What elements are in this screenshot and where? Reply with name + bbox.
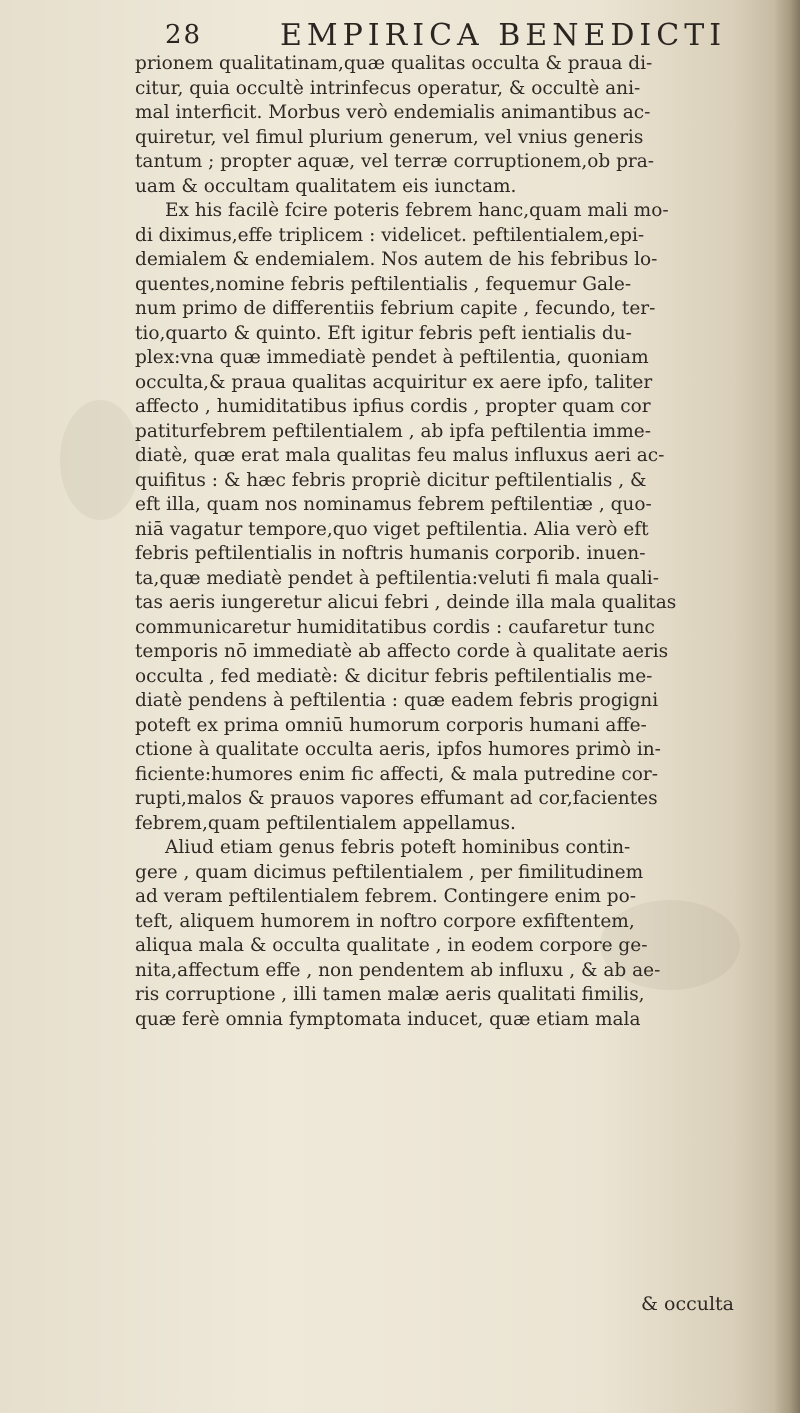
page-number: 28 xyxy=(165,20,203,50)
text-line: communicaretur humiditatibus cordis : caufaretur tunc xyxy=(135,616,655,638)
text-line: rupti,malos & prauos vapores effumant ad cor,facientes xyxy=(135,788,658,809)
text-line: affecto , humiditatibus ipfius cordis , propter quam cor xyxy=(135,396,651,417)
text-line: prionem qualitatinam,quæ qualitas occulta & praua di- xyxy=(135,53,653,74)
paper-stain xyxy=(60,400,140,520)
text-line: quifitus : & hæc febris propriè dicitur peftilentialis , & xyxy=(135,469,647,491)
text-line: quentes,nomine febris peftilentialis , fequemur Gale- xyxy=(135,273,632,295)
paragraph-start-line: Aliud etiam genus febris poteft hominibus contin- xyxy=(165,837,631,858)
running-title: EMPIRICA BENEDICTI xyxy=(280,18,727,53)
page-edge-shadow xyxy=(774,0,800,1413)
text-line: tantum ; propter aquæ, vel terræ corruptionem,ob pra- xyxy=(135,151,655,172)
text-line: temporis nō immediatè ab affecto corde à qualitate aeris xyxy=(135,641,669,662)
body-text xyxy=(135,52,775,1032)
text-line: plex:vna quæ immediatè pendet à peftilentia, quoniam xyxy=(135,347,649,368)
text-line: nita,affectum effe , non pendentem ab influxu , & ab ae- xyxy=(135,959,661,981)
text-line: occulta,& praua qualitas acquiritur ex aere ipfo, taliter xyxy=(135,371,653,393)
text-line: di diximus,effe triplicem : videlicet. peftilentialem,epi- xyxy=(135,224,645,246)
text-line: ctione à qualitate occulta aeris, ipfos humores primò in- xyxy=(135,739,661,760)
text-line: aliqua mala & occulta qualitate , in eodem corpore ge- xyxy=(135,935,648,956)
text-line: ris corruptione , illi tamen malæ aeris qualitati fimilis, xyxy=(135,984,645,1005)
text-line: citur, quia occultè intrinfecus operatur, & occultè ani- xyxy=(135,77,641,99)
paragraph-start-line: Ex his facilè fcire poteris febrem hanc,quam mali mo- xyxy=(165,200,669,221)
text-line: poteft ex prima omniū humorum corporis humani affe- xyxy=(135,714,647,736)
text-line: febrem,quam peftilentialem appellamus. xyxy=(135,812,516,834)
text-line: eft illa, quam nos nominamus febrem peftilentiæ , quo- xyxy=(135,494,652,515)
text-line: ta,quæ mediatè pendet à peftilentia:veluti fi mala quali- xyxy=(135,567,659,589)
text-line: teft, aliquem humorem in noftro corpore exfiftentem, xyxy=(135,910,635,932)
text-line: gere , quam dicimus peftilentialem , per fimilitudinem xyxy=(135,861,644,883)
text-line: uam & occultam qualitatem eis iunctam. xyxy=(135,175,517,197)
text-line: ad veram peftilentialem febrem. Contingere enim po- xyxy=(135,886,636,907)
text-line: num primo de differentiis febrium capite , fecundo, ter- xyxy=(135,298,656,319)
text-line: ficiente:humores enim fic affecti, & mala putredine cor- xyxy=(135,763,658,785)
text-line: mal interficit. Morbus verò endemialis animantibus ac- xyxy=(135,102,651,123)
text-line: niā vagatur tempore,quo viget peftilentia. Alia verò eft xyxy=(135,518,649,540)
running-head xyxy=(165,18,785,54)
text-line: diatè pendens à peftilentia : quæ eadem febris progigni xyxy=(135,690,659,711)
text-line: quæ ferè omnia fymptomata inducet, quæ etiam mala xyxy=(135,1008,641,1030)
text-line: patiturfebrem peftilentialem , ab ipfa peftilentia imme- xyxy=(135,420,651,442)
catchword: & occulta xyxy=(641,1293,734,1315)
text-line: febris peftilentialis in noftris humanis corporib. inuen- xyxy=(135,543,646,564)
text-line: quiretur, vel fimul plurium generum, vel vnius generis xyxy=(135,126,644,148)
text-line: diatè, quæ erat mala qualitas feu malus influxus aeri ac- xyxy=(135,445,665,466)
text-line: tio,quarto & quinto. Eft igitur febris peft ientialis du- xyxy=(135,322,632,344)
text-line: demialem & endemialem. Nos autem de his febribus lo- xyxy=(135,249,658,270)
text-line: tas aeris iungeretur alicui febri , deinde illa mala qualitas xyxy=(135,592,677,613)
text-line: occulta , fed mediatè: & dicitur febris peftilentialis me- xyxy=(135,665,653,687)
